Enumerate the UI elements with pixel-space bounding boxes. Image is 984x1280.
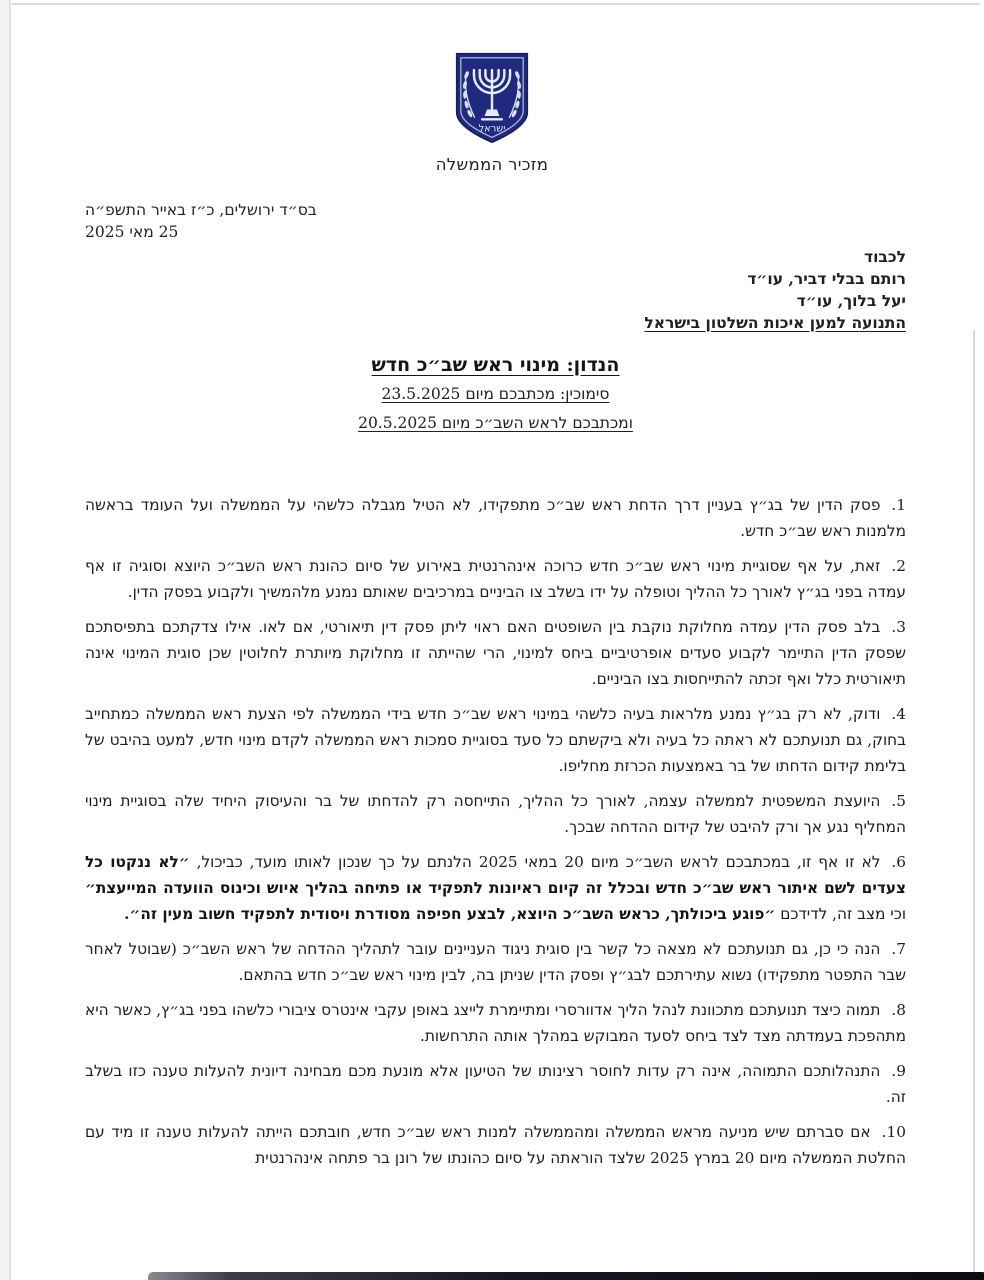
- quoted-bold-text: ״לא ננקטו כל צעדים לשם איתור ראש שב״כ חדש ובכלל זה קיום ראיונות לתפקיד או פתיחה בהליך איוש וכינוס הוועדה המייעצת״: [85, 853, 906, 897]
- subject-references: [85, 384, 906, 434]
- list-item: [85, 1119, 906, 1171]
- list-item: [85, 614, 906, 692]
- subject-reference: סימוכין: מכתבכם מיום 23.5.2025: [381, 385, 610, 403]
- scan-edge-right-line: [973, 330, 975, 1274]
- dateline: [85, 199, 906, 243]
- org-label: מזכיר הממשלה: [435, 155, 549, 174]
- recipient-organization: התנועה למען איכות השלטון בישראל: [644, 313, 906, 332]
- subject-block: [85, 354, 906, 434]
- list-item: [85, 997, 906, 1049]
- item-number: 9.: [891, 1062, 906, 1080]
- recipients-block: [85, 246, 906, 334]
- list-item: [85, 701, 906, 779]
- recipient-name: רותם בבלי דביר, עו״ד: [747, 269, 906, 288]
- item-number: 4.: [891, 705, 906, 723]
- subject-title: הנדון: מינוי ראש שב״כ חדש: [371, 354, 620, 376]
- scan-edge-left-line: [9, 0, 11, 1280]
- list-item: [85, 1058, 906, 1110]
- list-item: [85, 492, 906, 544]
- paragraph-text: בלב פסק הדין עמדה מחלוקת נוקבת בין השופטים האם ראוי ליתן פסק דין תיאורטי, אם לאו. אילו צדקתכם בתפיסתכם שפסק הדין התיימר לקבוע סעדים אופרטיביים ביחס למינוי, הרי שהייתה זו מחלוקת מיותרת לחלוטין שכן סוגית המינוי אינה תיאורטית כלל ואף זכתה להתייחסות בצו הביניים.: [85, 618, 906, 688]
- paragraph-text: פסק הדין של בג״ץ בעניין דרך הדחת ראש שב״כ מתפקידו, לא הטיל מגבלה כלשהי על הממשלה ועל העומד בראשה מלמנות ראש שב״כ חדש.: [85, 496, 906, 540]
- paragraph-text: זאת, על אף שסוגיית מינוי ראש שב״כ חדש כרוכה אינהרנטית באירוע של סיום כהונת ראש השב״כ היוצא וסוגיה זו אף עמדה בפני בג״ץ לאורך כל ההליך וטופלה על ידו בשלב צו הביניים במרכיבים שאותם נמנע מלהמשיך ולקבוע בפסק הדין.: [85, 557, 906, 601]
- numbered-list: [85, 492, 906, 1171]
- item-number: 7.: [891, 940, 906, 958]
- letter-content: [0, 199, 984, 1171]
- letterhead: [0, 0, 984, 174]
- item-number: 10.: [881, 1123, 906, 1141]
- quoted-bold-text: ״פוגע ביכולתך, כראש השב״כ היוצא, לבצע חפיפה מסודרת ויסודית לתפקיד חשוב מעין זה״.: [124, 905, 776, 923]
- paragraph-text: התנהלותכם התמוהה, אינה רק עדות לחוסר רצינותו של הטיעון אלא מונעת מכם מבחינה דיונית להעלות טענה כזו בשלב זה.: [85, 1062, 906, 1106]
- paragraph-text: וכי מצב זה, לדידכם: [775, 905, 906, 923]
- paragraph-text: הנה כי כן, גם תנועתכם לא מצאה כל קשר בין סוגית ניגוד העניינים עובר לתהליך ההדחה של ראש השב״כ (שבוטל לאחר שבר התפטר מתפקידו) נשוא עתירתכם לבג״ץ ופסק הדין שניתן בה, לבין מינוי ראש שב״כ חדש בהתאם.: [85, 940, 906, 984]
- scan-edge-top-line: [12, 3, 980, 5]
- civil-date: 25 מאי 2025: [85, 223, 179, 241]
- item-number: 1.: [891, 496, 906, 514]
- recipient-names: [85, 268, 906, 312]
- subject-reference: ומכתבכם לראש השב״כ מיום 20.5.2025: [358, 414, 633, 432]
- salutation: לכבוד: [863, 247, 906, 266]
- list-item: [85, 788, 906, 840]
- item-number: 8.: [891, 1001, 906, 1019]
- paragraph-text: לא זו אף זו, במכתבכם לראש השב״כ מיום 20 במאי 2025 הלנתם על כך שנכון לאותו מועד, כביכול,: [189, 853, 881, 871]
- paragraph-text: אם סברתם שיש מניעה מראש הממשלה ומהממשלה למנות ראש שב״כ חדש, חובתכם הייתה להעלות טענה זו מיד עם החלטת הממשלה מיום 20 במרץ 2025 שלצד הוראתה על סיום כהונתו של רונן בר פתחה אינהרנטית: [85, 1123, 906, 1167]
- hebrew-date: בס״ד ירושלים, כ״ז באייר התשפ״ה: [85, 201, 317, 219]
- emblem-banner-text: ישראל: [478, 123, 506, 135]
- paragraph-text: תמוה כיצד תנועתכם מתכוונת לנהל הליך אדוורסרי ומתיימרת לייצג באופן עקבי אינטרס ציבורי כלשהו בפני בג״ץ, כאשר היא מתהפכת בעמדתה מצד לצד ביחס לסעד המבוקש במהלך אותה התרחשות.: [85, 1001, 906, 1045]
- item-number: 5.: [891, 792, 906, 810]
- item-number: 2.: [891, 557, 906, 575]
- israel-state-emblem-icon: [451, 50, 533, 146]
- paragraph-text: ודוק, לא רק בג״ץ נמנע מלראות בעיה כלשהי במינוי ראש שב״כ חדש בידי הממשלה לפי הצעת ראש הממשלה כמתחייב בחוק, גם תנועתכם לא ראתה כל בעיה ולא ביקשתם כל סעד בסוגיית סמכות ראש הממשלה לקדם מינוי חדש, למעט בהיבט של בלימת קידום הדחתו של בר באמצעות הכרזת מחליפו.: [85, 705, 906, 775]
- recipient-name: יעל בלוך, עו״ד: [796, 291, 906, 310]
- paragraph-text: היועצת המשפטית לממשלה עצמה, לאורך כל ההליך, התייחסה רק להדחתו של בר והעיסוק היחיד שלה בסוגיית מינוי המחליף נגע אך ורק להיבט של קידום ההדחה שבכך.: [85, 792, 906, 836]
- item-number: 3.: [891, 618, 906, 636]
- list-item: [85, 553, 906, 605]
- item-number: 6.: [891, 853, 907, 871]
- list-item: [85, 936, 906, 988]
- list-item: [85, 849, 906, 927]
- scan-bottom-edge-bar: [148, 1272, 984, 1280]
- scan-edge-left: [0, 0, 9, 1280]
